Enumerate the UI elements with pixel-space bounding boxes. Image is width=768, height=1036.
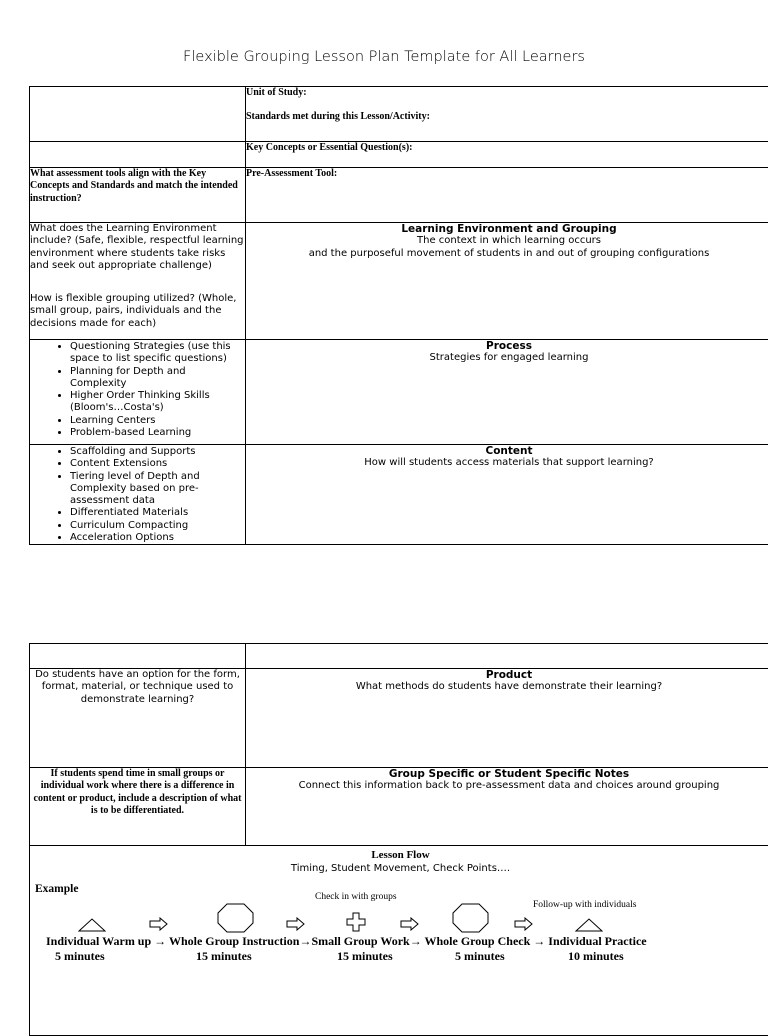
lesson-flow-sub: Timing, Student Movement, Check Points….: [30, 863, 768, 875]
key-concepts-cell[interactable]: [246, 142, 768, 168]
flow-step-label: Individual Practice: [548, 934, 646, 948]
arrow-right-icon: [514, 917, 534, 931]
product-cell[interactable]: [246, 669, 768, 768]
lesson-flow-header: Lesson Flow: [30, 849, 768, 863]
flow-step-time: 5 minutes: [55, 950, 105, 962]
flow-step-label: Individual Warm up: [46, 934, 151, 948]
flow-step-label: Whole Group Instruction: [169, 934, 299, 948]
octagon-icon: [452, 903, 490, 933]
learning-env-sub1: The context in which learning occurs: [246, 235, 768, 247]
content-cell[interactable]: [246, 445, 768, 545]
triangle-icon: [78, 918, 106, 932]
process-list: [30, 341, 245, 439]
arrow-right-icon: [286, 917, 306, 931]
lesson-plan-table-bottom: [29, 643, 768, 1036]
pre-assessment-cell[interactable]: [246, 168, 768, 223]
notes-sub: Connect this information back to pre-assessment data and choices around grouping: [246, 780, 768, 792]
octagon-icon: [217, 903, 255, 933]
unit-standards-cell[interactable]: [246, 87, 768, 142]
process-list-cell: [30, 340, 246, 445]
flow-step-time: 10 minutes: [568, 950, 624, 962]
learning-env-cell[interactable]: [246, 223, 768, 340]
lesson-plan-table-top: [29, 86, 768, 545]
key-concepts-label: Key Concepts or Essential Question(s):: [246, 142, 768, 154]
process-cell[interactable]: [246, 340, 768, 445]
list-item: • Content Extensions: [70, 458, 245, 470]
content-header: Content: [246, 445, 768, 457]
list-item: • Tiering level of Depth and Complexity based on pre-assessment data: [70, 471, 245, 508]
follow-up-note: Follow-up with individuals: [533, 899, 636, 911]
grouping-question-text: How is flexible grouping utilized? (Whole, small group, pairs, individuals and the decisions made for each): [30, 293, 245, 330]
lesson-flow-sequence: [46, 935, 647, 947]
check-in-note: Check in with groups: [315, 891, 397, 903]
pre-assessment-label: Pre-Assessment Tool:: [246, 168, 768, 180]
list-item: • Differentiated Materials: [70, 507, 245, 519]
document-title: Flexible Grouping Lesson Plan Template for All Learners: [0, 49, 768, 65]
content-sub: How will students access materials that support learning?: [246, 457, 768, 469]
product-header: Product: [246, 669, 768, 681]
content-list: [30, 446, 245, 544]
standards-met-label: Standards met during this Lesson/Activity:: [246, 111, 768, 123]
product-question-text: Do students have an option for the form, format, material, or technique used to demonstrate learning?: [30, 669, 245, 706]
small-groups-question-text: If students spend time in small groups or individual work where there is a difference in content or product, include a description of what is to be differentiated.: [30, 768, 245, 817]
small-groups-question-cell: [30, 768, 246, 846]
notes-cell[interactable]: [246, 768, 768, 846]
list-item: • Curriculum Compacting: [70, 520, 245, 532]
list-item: • Learning Centers: [70, 415, 245, 427]
blank-cell: [30, 644, 246, 669]
learning-env-question-cell: [30, 223, 246, 340]
plus-cross-icon: [346, 912, 366, 932]
list-item: • Questioning Strategies (use this space to list specific questions): [70, 341, 245, 366]
flow-arrow: →: [299, 934, 311, 948]
notes-header: Group Specific or Student Specific Notes: [246, 768, 768, 780]
content-list-cell: [30, 445, 246, 545]
assessment-question-cell: [30, 168, 246, 223]
list-item: • Planning for Depth and Complexity: [70, 366, 245, 391]
list-item: • Acceleration Options: [70, 532, 245, 544]
learning-env-sub2: and the purposeful movement of students in and out of grouping configurations: [246, 248, 768, 260]
lesson-flow-cell[interactable]: [30, 846, 768, 1036]
flow-arrow: →: [154, 934, 166, 948]
learning-env-header: Learning Environment and Grouping: [246, 223, 768, 235]
learning-env-question-text: What does the Learning Environment include? (Safe, flexible, respectful learning environment where students take risks and seek out appropriate challenge): [30, 223, 245, 272]
blank-cell: [30, 87, 246, 142]
flow-step-label: Whole Group Check: [424, 934, 530, 948]
blank-cell: [30, 142, 246, 168]
flow-step-time: 5 minutes: [455, 950, 505, 962]
flow-step-time: 15 minutes: [196, 950, 252, 962]
process-sub: Strategies for engaged learning: [246, 352, 768, 364]
product-question-cell: [30, 669, 246, 768]
arrow-right-icon: [149, 917, 169, 931]
blank-cell[interactable]: [246, 644, 768, 669]
example-label: Example: [35, 883, 78, 897]
list-item: • Problem-based Learning: [70, 427, 245, 439]
product-sub: What methods do students have demonstrate their learning?: [246, 681, 768, 693]
triangle-icon: [575, 918, 603, 932]
list-item: • Higher Order Thinking Skills (Bloom's…Costa's): [70, 390, 245, 415]
unit-of-study-label: Unit of Study:: [246, 87, 768, 99]
flow-arrow: →: [533, 934, 545, 948]
flow-step-time: 15 minutes: [337, 950, 393, 962]
arrow-right-icon: [400, 917, 420, 931]
process-header: Process: [246, 340, 768, 352]
assessment-question-text: What assessment tools align with the Key Concepts and Standards and match the intended instruction?: [30, 168, 245, 205]
flow-step-label: Small Group Work: [311, 934, 409, 948]
flow-arrow: →: [410, 934, 422, 948]
list-item: • Scaffolding and Supports: [70, 446, 245, 458]
